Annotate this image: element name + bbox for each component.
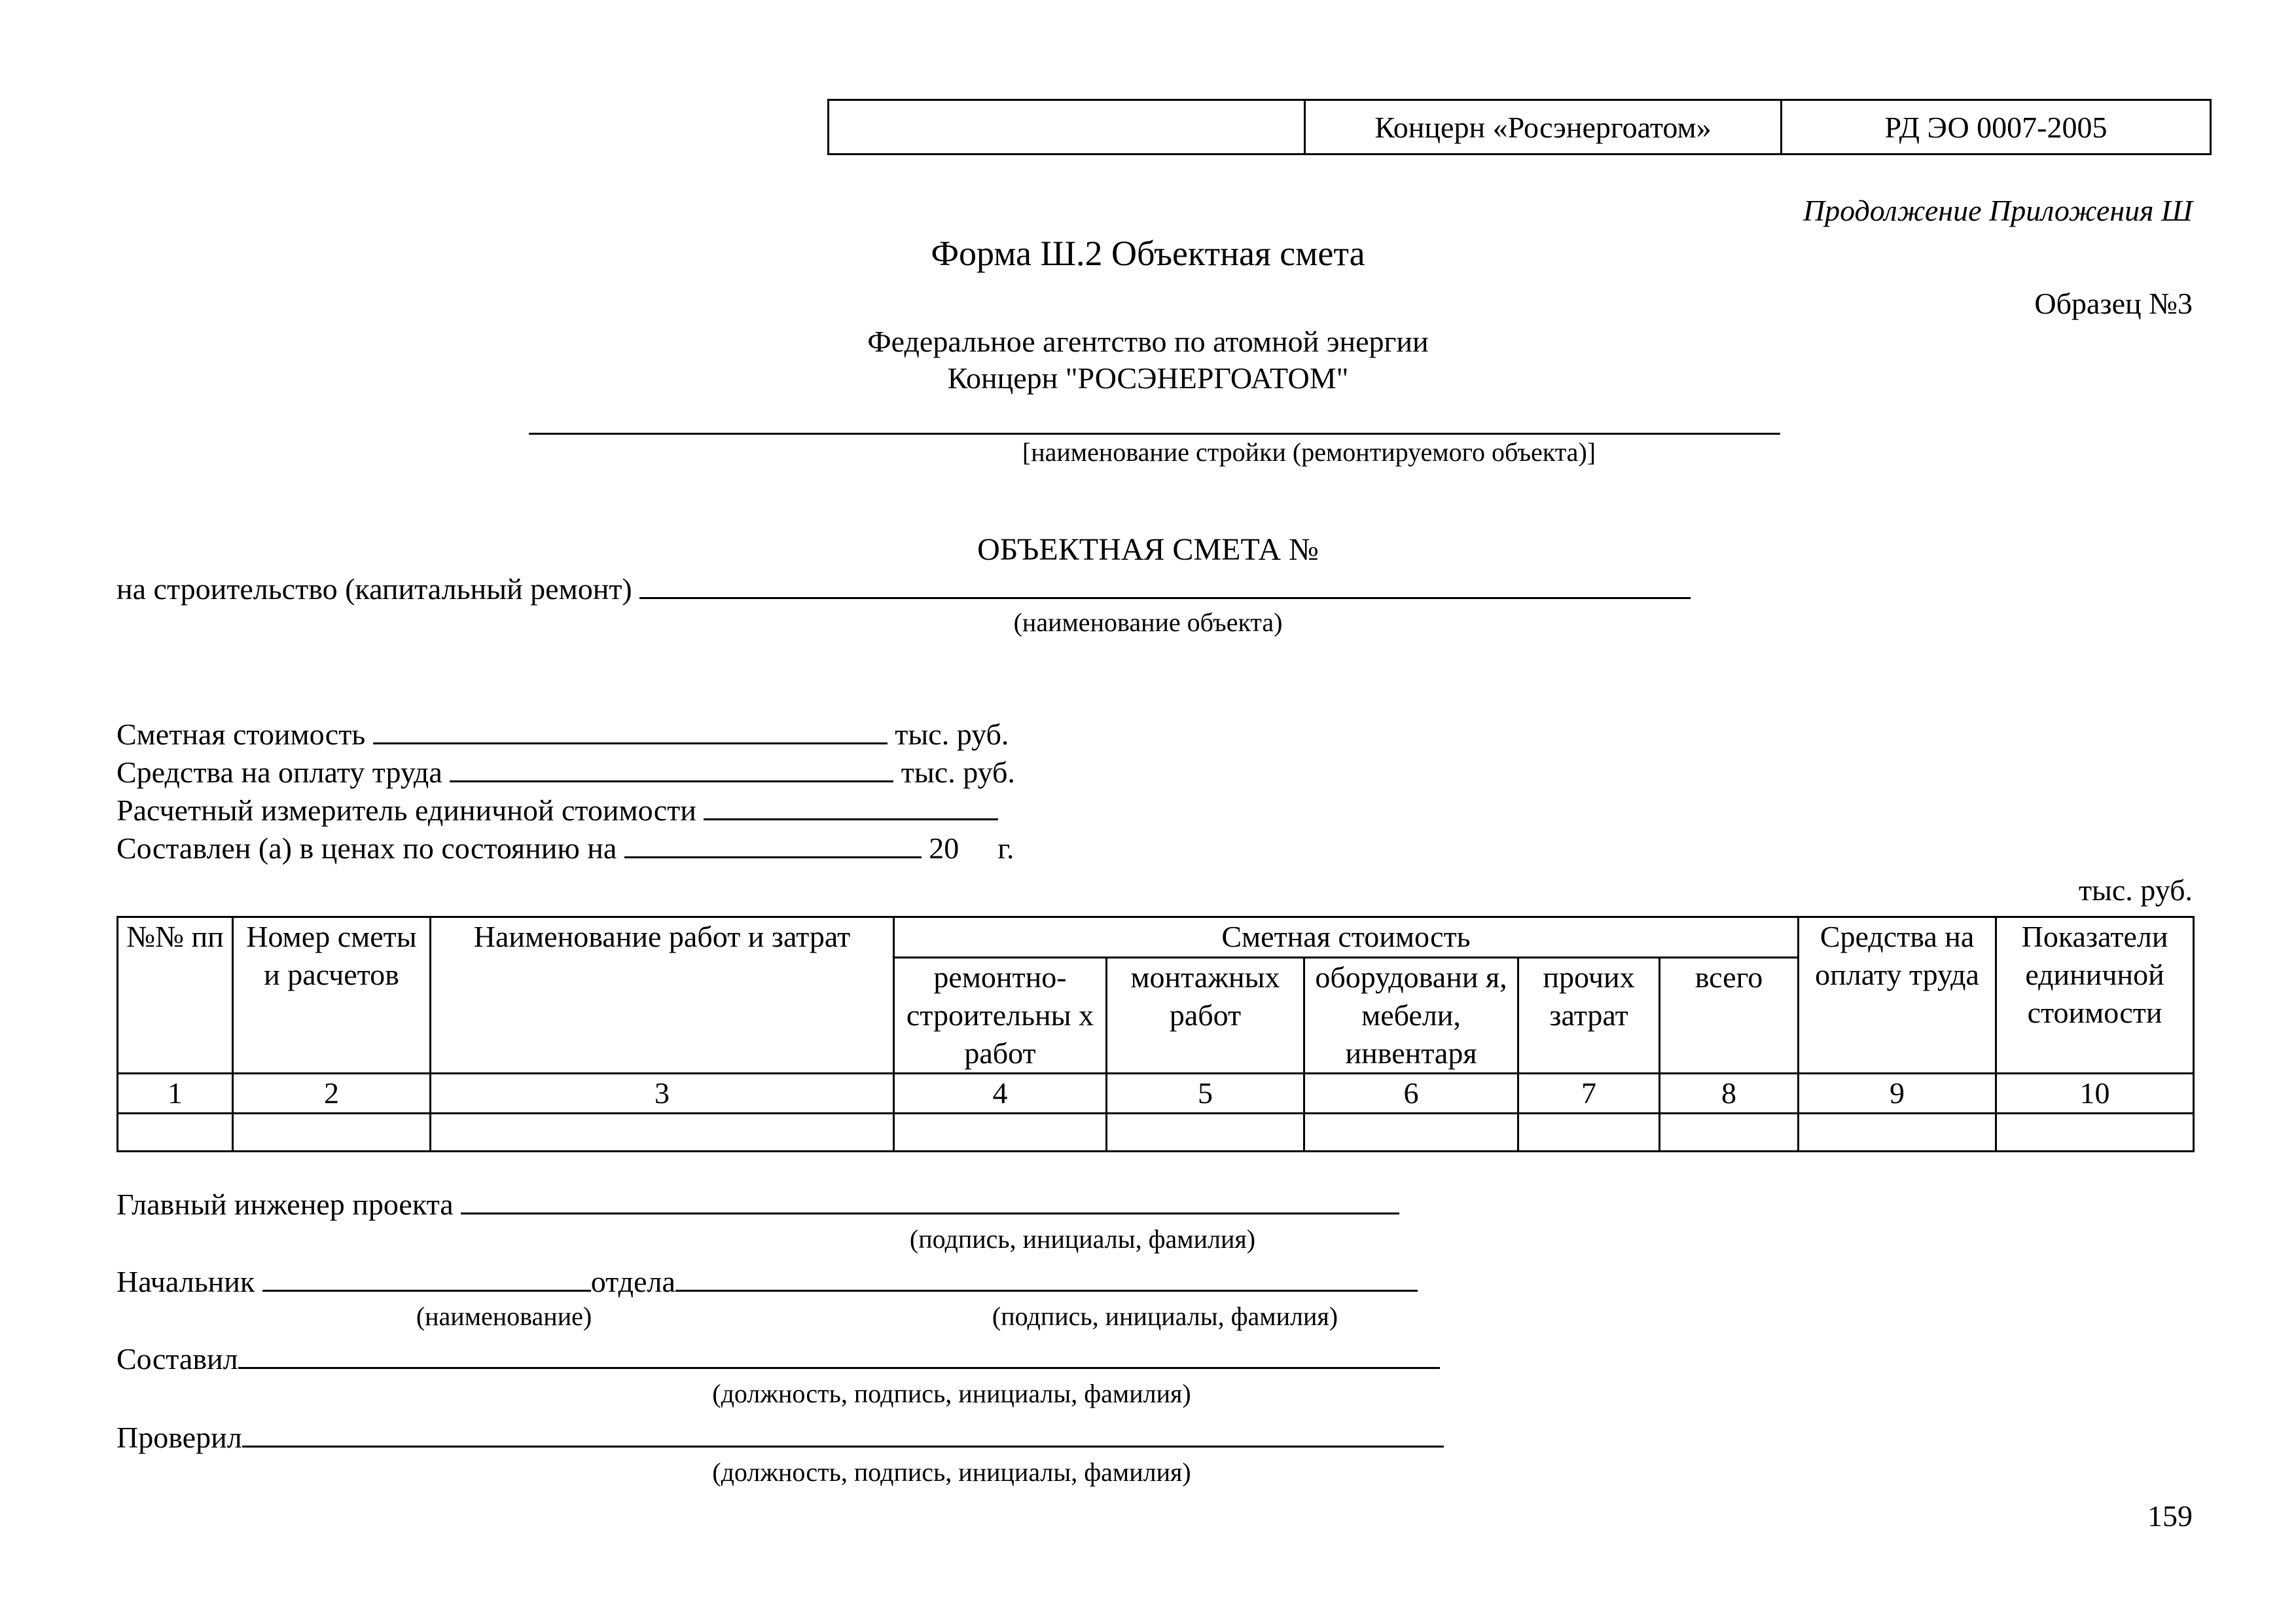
column-number-cell: 7 — [1518, 1074, 1660, 1114]
construction-caption: [наименование стройки (ремонтируемого объекта)] — [1022, 437, 1596, 467]
prices-as-of-label: Составлен (а) в ценах по состоянию на — [117, 831, 617, 865]
construction-name-line — [529, 433, 1780, 435]
checked-label: Проверил — [117, 1421, 242, 1454]
compiled-row — [117, 1342, 1440, 1376]
estimated-cost-label: Сметная стоимость — [117, 718, 366, 751]
empty-cell — [1996, 1114, 2194, 1152]
estimated-cost-unit: тыс. руб. — [895, 718, 1009, 751]
header-num: №№ пп — [118, 917, 233, 1074]
sample-number: Образец №3 — [2034, 287, 2193, 320]
header-estimate-number: Номер сметы и расчетов — [233, 917, 431, 1074]
checked-caption: (должность, подпись, инициалы, фамилия) — [712, 1457, 1191, 1487]
header-code-cell: РД ЭО 0007-2005 — [1782, 100, 2211, 155]
column-number-cell: 6 — [1304, 1074, 1518, 1114]
department-caption: (наименование) — [416, 1302, 592, 1331]
estimate-title: ОБЪЕКТНАЯ СМЕТА № — [977, 532, 1319, 567]
header-total: всего — [1660, 958, 1799, 1074]
header-blank-cell — [829, 100, 1305, 155]
construction-for-label: на строительство (капитальный ремонт) — [117, 572, 632, 606]
head-label: Начальник — [117, 1265, 255, 1298]
compiled-caption: (должность, подпись, инициалы, фамилия) — [712, 1379, 1191, 1408]
estimated-cost-row — [117, 718, 1009, 752]
column-number-cell: 2 — [233, 1074, 431, 1114]
department-label: отдела — [590, 1265, 675, 1298]
labor-funds-unit: тыс. руб. — [901, 756, 1015, 789]
column-number-cell: 4 — [894, 1074, 1107, 1114]
estimated-cost-line — [373, 718, 888, 744]
department-name-line — [262, 1265, 591, 1292]
header-work-name: Наименование работ и затрат — [431, 917, 894, 1074]
unit-meter-line — [704, 793, 998, 820]
column-numbers-row — [118, 1074, 2194, 1114]
page-number: 159 — [2147, 1499, 2193, 1533]
header-concern-cell: Концерн «Росэнергоатом» — [1305, 100, 1782, 155]
header-repair-works: ремонтно-строительны х работ — [894, 958, 1107, 1074]
year-suffix: г. — [997, 831, 1014, 865]
chief-engineer-caption: (подпись, инициалы, фамилия) — [909, 1224, 1256, 1254]
compiled-label: Составил — [117, 1342, 238, 1376]
prices-as-of-row — [117, 831, 1014, 866]
table-units: тыс. руб. — [2078, 873, 2193, 907]
year-prefix: 20 — [929, 831, 960, 865]
column-number-cell: 3 — [431, 1074, 894, 1114]
empty-cell — [1799, 1114, 1996, 1152]
prices-date-line — [624, 831, 922, 858]
column-number-cell: 5 — [1107, 1074, 1304, 1114]
head-signature-caption: (подпись, инициалы, фамилия) — [992, 1302, 1338, 1331]
labor-funds-row — [117, 756, 1015, 790]
chief-engineer-line — [461, 1188, 1399, 1214]
header-equipment: оборудовани я, мебели, инвентаря — [1304, 958, 1518, 1074]
header-unit-cost: Показатели единичной стоимости — [1996, 917, 2194, 1074]
header-installation-works: монтажных работ — [1107, 958, 1304, 1074]
checked-row — [117, 1421, 1444, 1455]
chief-engineer-row — [117, 1188, 1399, 1222]
agency-line-1: Федеральное агентство по атомной энергии — [867, 325, 1429, 358]
form-title: Форма Ш.2 Объектная смета — [931, 234, 1365, 273]
empty-cell — [118, 1114, 233, 1152]
object-caption: (наименование объекта) — [1013, 608, 1283, 637]
chief-engineer-label: Главный инженер проекта — [117, 1188, 454, 1221]
empty-cell — [894, 1114, 1107, 1152]
head-signature-line — [675, 1265, 1418, 1292]
empty-cell — [431, 1114, 894, 1152]
construction-for-row — [117, 572, 1691, 606]
header-labor-funds: Средства на оплату труда — [1799, 917, 1996, 1074]
empty-cell — [1518, 1114, 1660, 1152]
estimate-table — [117, 916, 2195, 1152]
labor-funds-label: Средства на оплату труда — [117, 756, 442, 789]
labor-funds-line — [450, 756, 893, 782]
document-header-table — [827, 99, 2212, 155]
table-row — [118, 1114, 2194, 1152]
checked-line — [242, 1421, 1444, 1448]
compiled-line — [238, 1342, 1440, 1369]
unit-meter-row — [117, 793, 998, 828]
empty-cell — [1107, 1114, 1304, 1152]
empty-cell — [1660, 1114, 1799, 1152]
head-row — [117, 1265, 1418, 1299]
empty-cell — [1304, 1114, 1518, 1152]
header-other-costs: прочих затрат — [1518, 958, 1660, 1074]
agency-line-2: Концерн "РОСЭНЕРГОАТОМ" — [947, 361, 1349, 395]
header-cost-group: Сметная стоимость — [894, 917, 1799, 958]
unit-meter-label: Расчетный измеритель единичной стоимости — [117, 793, 696, 827]
continuation-note: Продолжение Приложения Ш — [1803, 194, 2193, 227]
object-name-line — [639, 572, 1691, 599]
column-number-cell: 8 — [1660, 1074, 1799, 1114]
empty-cell — [233, 1114, 431, 1152]
column-number-cell: 10 — [1996, 1074, 2194, 1114]
column-number-cell: 9 — [1799, 1074, 1996, 1114]
column-number-cell: 1 — [118, 1074, 233, 1114]
